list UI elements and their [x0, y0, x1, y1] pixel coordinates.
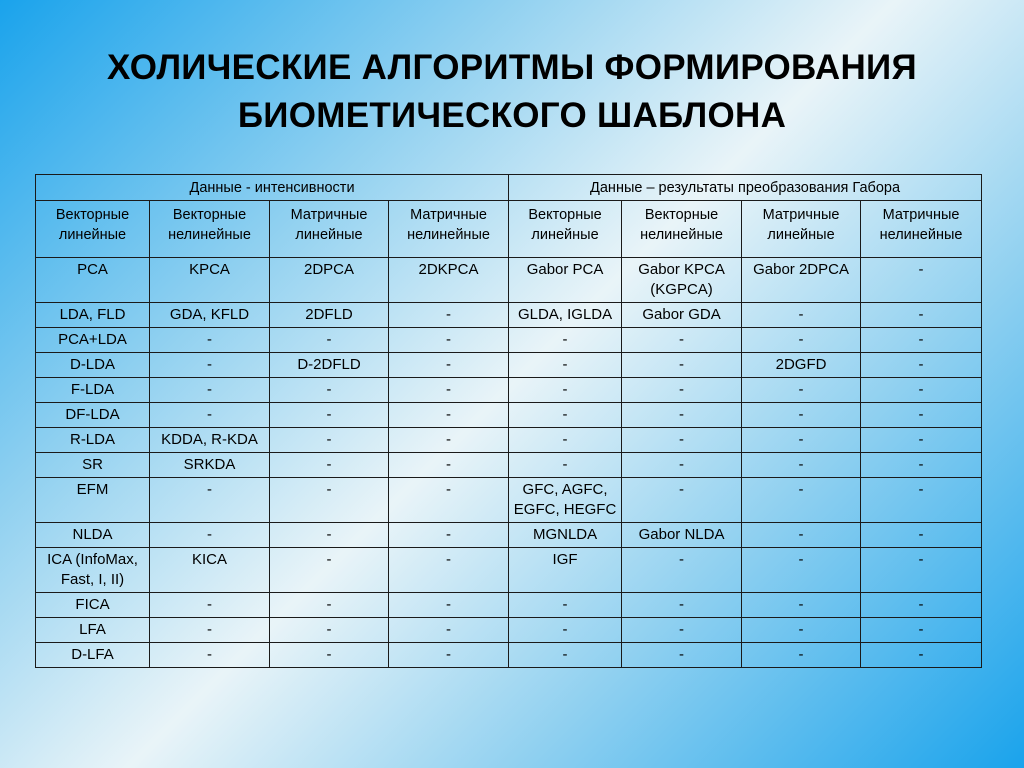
table-cell: Gabor KPCA (KGPCA) [622, 258, 742, 303]
table-row [36, 378, 982, 403]
table-row [36, 478, 982, 523]
table-cell: - [742, 523, 861, 548]
table-cell: GLDA, IGLDA [509, 303, 622, 328]
table-cell: - [742, 593, 861, 618]
table-cell: - [270, 548, 389, 593]
column-header: Матричные линейные [270, 201, 389, 258]
table-cell: - [389, 593, 509, 618]
table-cell: - [150, 618, 270, 643]
table-cell: NLDA [36, 523, 150, 548]
table-cell: KPCA [150, 258, 270, 303]
table-cell: - [861, 328, 982, 353]
table-cell: - [150, 643, 270, 668]
table-cell: - [389, 328, 509, 353]
table-cell: - [150, 523, 270, 548]
column-header: Векторные линейные [509, 201, 622, 258]
table-cell: Gabor 2DPCA [742, 258, 861, 303]
table-cell: - [389, 548, 509, 593]
table-cell: - [622, 328, 742, 353]
table-cell: - [742, 618, 861, 643]
table-cell: Gabor NLDA [622, 523, 742, 548]
table-row [36, 548, 982, 593]
table-cell: - [270, 643, 389, 668]
table-cell: EFM [36, 478, 150, 523]
table-cell: LFA [36, 618, 150, 643]
table-cell: DF-LDA [36, 403, 150, 428]
table-cell: - [270, 593, 389, 618]
table-cell: - [742, 428, 861, 453]
table-cell: - [622, 548, 742, 593]
table-cell: LDA, FLD [36, 303, 150, 328]
column-header: Матричные линейные [742, 201, 861, 258]
column-header: Векторные нелинейные [622, 201, 742, 258]
table-cell: ICA (InfoMax, Fast, I, II) [36, 548, 150, 593]
table-cell: - [509, 453, 622, 478]
table-cell: MGNLDA [509, 523, 622, 548]
table-cell: - [861, 453, 982, 478]
table-row [36, 258, 982, 303]
table-cell: - [861, 403, 982, 428]
table-cell: PCA+LDA [36, 328, 150, 353]
column-header: Матричные нелинейные [389, 201, 509, 258]
table-cell: - [509, 643, 622, 668]
table-cell: - [150, 478, 270, 523]
table-cell: - [270, 403, 389, 428]
table-cell: - [150, 378, 270, 403]
algorithms-table [35, 174, 982, 668]
table-row [36, 453, 982, 478]
table-cell: - [270, 453, 389, 478]
table-cell: - [270, 618, 389, 643]
table-row [36, 523, 982, 548]
table-cell: Gabor PCA [509, 258, 622, 303]
table-row [36, 328, 982, 353]
table-cell: - [742, 303, 861, 328]
table-cell: 2DFLD [270, 303, 389, 328]
table-cell: - [861, 478, 982, 523]
table-cell: - [270, 428, 389, 453]
table-cell: - [389, 378, 509, 403]
table-cell: D-LDA [36, 353, 150, 378]
table-cell: - [742, 403, 861, 428]
table-cell: - [509, 328, 622, 353]
slide-title-line-2: БИОМЕТИЧЕСКОГО ШАБЛОНА [237, 96, 787, 135]
table-cell: - [509, 353, 622, 378]
table-cell: F-LDA [36, 378, 150, 403]
table-row [36, 618, 982, 643]
table-cell: - [622, 353, 742, 378]
table-cell: - [622, 428, 742, 453]
table-cell: - [509, 378, 622, 403]
table-cell: - [861, 548, 982, 593]
table-cell: SR [36, 453, 150, 478]
table-cell: - [389, 523, 509, 548]
table-cell: - [389, 618, 509, 643]
table-cell: - [622, 593, 742, 618]
table-cell: - [389, 403, 509, 428]
table-cell: PCA [36, 258, 150, 303]
table-cell: - [270, 378, 389, 403]
table-cell: - [861, 618, 982, 643]
table-cell: - [742, 328, 861, 353]
table-cell: - [861, 378, 982, 403]
table-cell: 2DPCA [270, 258, 389, 303]
table-row [36, 593, 982, 618]
table-cell: 2DGFD [742, 353, 861, 378]
table-cell: - [742, 453, 861, 478]
table-cell: D-2DFLD [270, 353, 389, 378]
slide-title-line-1: ХОЛИЧЕСКИЕ АЛГОРИТМЫ ФОРМИРОВАНИЯ [107, 48, 917, 87]
table-cell: - [622, 478, 742, 523]
table-cell: - [622, 453, 742, 478]
table-cell: - [622, 403, 742, 428]
table-cell: - [509, 593, 622, 618]
table-cell: - [861, 303, 982, 328]
table-cell: - [509, 403, 622, 428]
table-cell: - [389, 478, 509, 523]
table-cell: - [861, 258, 982, 303]
table-cell: SRKDA [150, 453, 270, 478]
table-cell: - [861, 428, 982, 453]
table-cell: - [622, 618, 742, 643]
table-cell: R-LDA [36, 428, 150, 453]
table-cell: - [150, 328, 270, 353]
column-header: Векторные нелинейные [150, 201, 270, 258]
table-cell: - [509, 618, 622, 643]
table-cell: - [742, 548, 861, 593]
table-cell: KICA [150, 548, 270, 593]
table-cell: - [270, 523, 389, 548]
table-row [36, 428, 982, 453]
table-cell: FICA [36, 593, 150, 618]
table-cell: GFC, AGFC, EGFC, HEGFC [509, 478, 622, 523]
table-cell: - [742, 378, 861, 403]
column-header: Векторные линейные [36, 201, 150, 258]
table-cell: - [389, 428, 509, 453]
table-cell: IGF [509, 548, 622, 593]
table-cell: D-LFA [36, 643, 150, 668]
table-row [36, 303, 982, 328]
table-cell: - [270, 478, 389, 523]
table-cell: - [622, 643, 742, 668]
table-cell: - [389, 353, 509, 378]
table-cell: Gabor GDA [622, 303, 742, 328]
table-cell: - [742, 478, 861, 523]
table-cell: - [742, 643, 861, 668]
group-header-gabor: Данные – результаты преобразования Габора [509, 175, 982, 201]
table-cell: - [861, 643, 982, 668]
group-header-intensity: Данные - интенсивности [36, 175, 509, 201]
table-cell: - [509, 428, 622, 453]
table-row [36, 353, 982, 378]
table-cell: GDA, KFLD [150, 303, 270, 328]
table-cell: - [389, 643, 509, 668]
table-cell: - [622, 378, 742, 403]
table-cell: - [270, 328, 389, 353]
table-cell: - [389, 453, 509, 478]
table-cell: - [861, 523, 982, 548]
table-cell: - [861, 593, 982, 618]
table-cell: - [150, 593, 270, 618]
table-row [36, 403, 982, 428]
column-header: Матричные нелинейные [861, 201, 982, 258]
table-row [36, 643, 982, 668]
table-cell: - [861, 353, 982, 378]
table-cell: - [150, 403, 270, 428]
table-cell: - [389, 303, 509, 328]
table-cell: - [150, 353, 270, 378]
table-cell: KDDA, R-KDA [150, 428, 270, 453]
table-cell: 2DKPCA [389, 258, 509, 303]
slide-title [0, 44, 1024, 140]
